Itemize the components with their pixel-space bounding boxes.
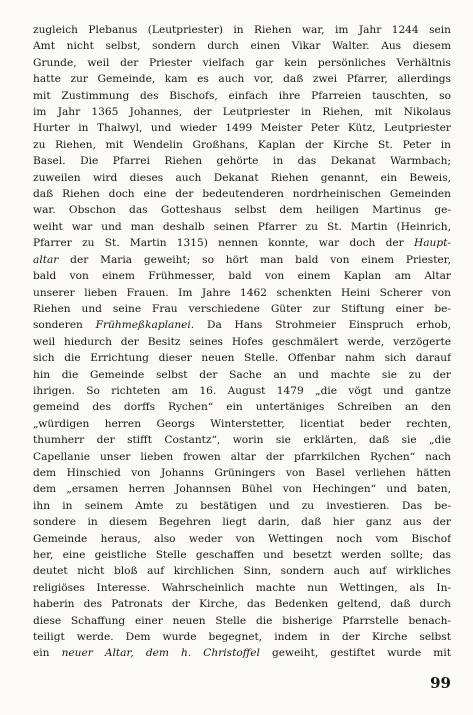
text-line: zugleich Plebanus (Leutpriester) in Riehen war, im Jahr 1244 sein [33,24,451,36]
emphasis: neuer Altar, dem h. Christoffel [61,647,260,660]
text-line: hin die Gemeinde selbst der Sache an und machte sie zu der [33,368,451,381]
text-line: bald von einem Frühmesser, bald von einem Kaplan am Altar [33,270,451,283]
text-line: im Jahr 1365 Johannes, der Leutpriester in Riehen, mit Nikolaus [33,106,451,119]
text-line: diese Schaffung einer neuen Stelle die bisherige Pfarrstelle benach- [33,614,451,627]
text-line: her, eine geistliche Stelle geschaffen und besetzt werden sollte; das [33,549,451,561]
text-line: ihn in seinem Amte zu bestätigen und zu investieren. Das be- [33,499,451,512]
text-line: gemeind des dorffs Rychen“ ein untertäniges Schreiben an den [33,401,451,414]
text-line: Riehen und seine Frau verschiedene Güter zur Stiftung einer be- [33,302,451,315]
text-line: zu Riehen, mit Wendelin Großhans, Kaplan der Kirche St. Peter in [33,138,451,151]
text-line: religiöses Interesse. Wahrscheinlich machte nun Wettingen, als In- [33,581,451,594]
text-line: daß Riehen doch eine der bedeutenderen nordrheinischen Gemeinden [33,188,451,201]
emphasis: altar [33,253,59,266]
text-line: Gemeinde heraus, also weder von Wettingen noch vom Bischof [33,532,451,545]
text-line: sondere in diesem Begehren liegt darin, daß hier ganz aus der [33,516,451,529]
text-line: mit Zustimmung des Bischofs, einfach ihre Pfarreien tauschten, so [33,89,451,102]
text-line: Pfarrer zu St. Martin 1315) nennen konnte, war doch der Haupt- [33,237,451,250]
text-line: zuweilen wird dieses auch Dekanat Riehen genannt, ein Beweis, [33,171,451,184]
emphasis: Haupt- [414,237,451,250]
text-line: unserer lieben Frauen. Im Jahre 1462 schenkten Heini Scherer von [33,286,451,299]
text-line: Amt nicht selbst, sondern durch einen Vikar Walter. Aus diesem [33,40,451,53]
text-line: ihrigen. So richteten am 16. August 1479 „die vögt und gantze [33,384,451,397]
emphasis: Frühmeßkaplanei. [95,319,195,332]
text-line: dem „ersamen herren Johannsen Bühel von Hechingen“ und baten, [33,483,451,496]
text-line: altar der Maria geweiht; so hört man bald von einem Priester, [33,253,451,266]
text-line: dem Hinschied von Johanns Grüningers von Basel verliehen hätten [33,466,451,479]
text-line: ein neuer Altar, dem h. Christoffel geweiht, gestiftet wurde mit [33,647,451,660]
text-line: haberin des Patronats der Kirche, das Bedenken geltend, daß durch [33,598,451,611]
text-line: thumherr der stifft Costantz“, worin sie erklärten, daß sie „die [33,434,451,447]
text-line: sonderen Frühmeßkaplanei. Da Hans Strohmeier Einspruch erhob, [33,319,451,332]
page-number: 99 [430,674,451,692]
text-line: „würdigen herren Georgs Winterstetter, licentiat beder rechten, [33,417,451,430]
text-line: weiht war und man deshalb seinen Pfarrer zu St. Martin (Heinrich, [33,220,451,233]
text-line: deutet nicht bloß auf kirchlichen Sinn, sondern auch auf wirkliches [33,565,451,578]
text-line: weil hiedurch der Besitz seines Hofes geschmälert werde, verzögerte [33,335,451,348]
text-line: Grunde, weil der Priester vielfach gar kein persönliches Verhältnis [33,56,451,69]
text-line: war. Obschon das Gotteshaus selbst dem heiligen Martinus ge- [33,204,451,217]
text-line: hatte zur Gemeinde, kam es auch vor, daß zwei Pfarrer, allerdings [33,73,451,86]
text-line: sich die Errichtung dieser neuen Stelle. Offenbar nahm sich darauf [33,352,451,365]
text-line: teiligt werde. Dem wurde begegnet, indem in der Kirche selbst [33,631,451,644]
body-text [33,22,451,662]
text-line: Capellanie unser lieben frowen altar der pfarrkilchen Rychen“ nach [33,450,451,463]
text-line: Basel. Die Pfarrei Riehen gehörte in das Dekanat Warmbach; [33,155,451,168]
text-line: Hurter in Thalwyl, und wieder 1499 Meister Peter Kütz, Leutpriester [33,122,451,135]
